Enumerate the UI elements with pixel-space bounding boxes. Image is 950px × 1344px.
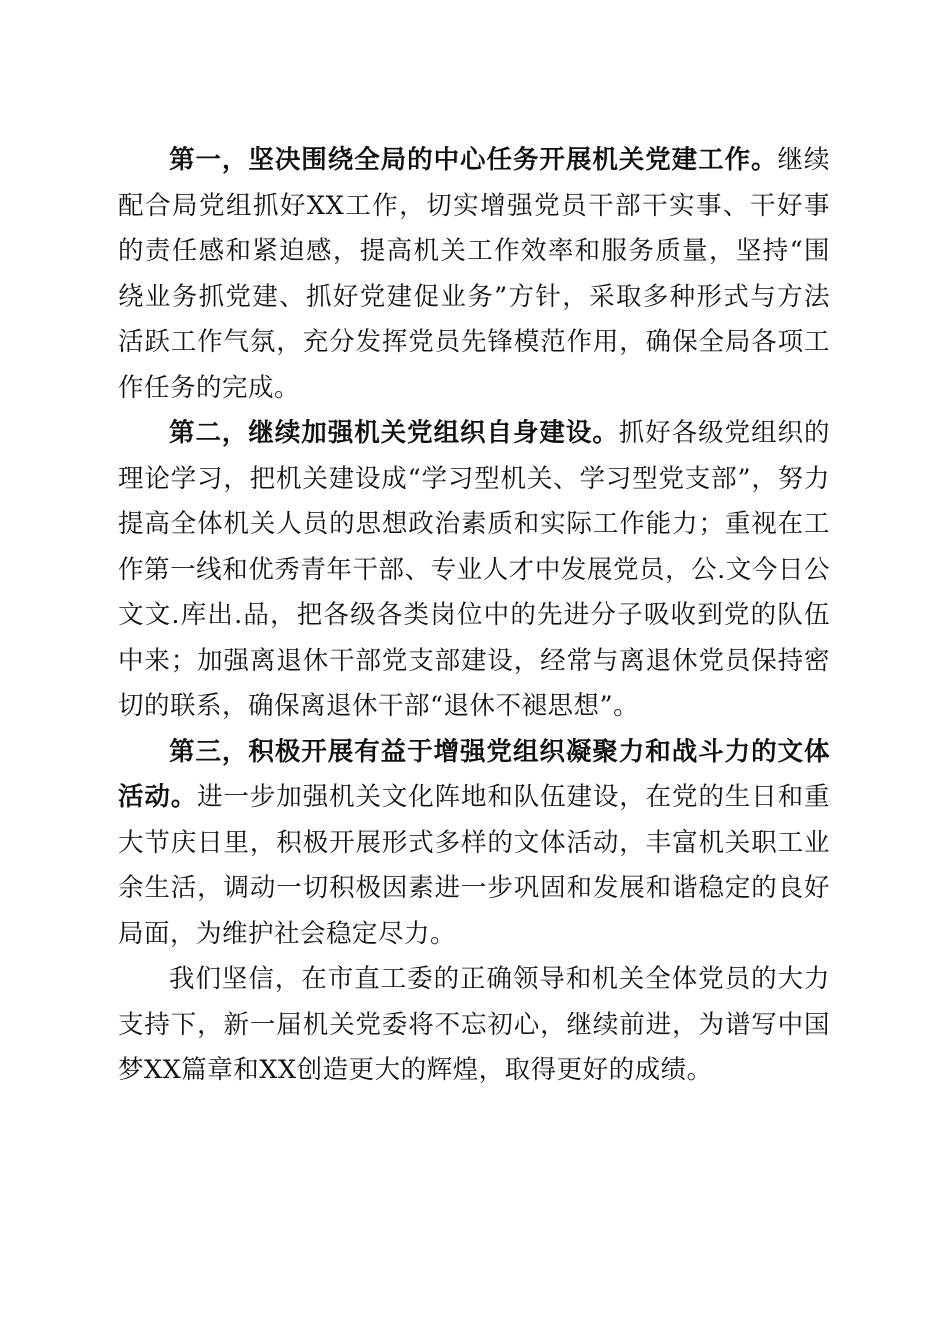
- paragraph-third: [118, 730, 830, 958]
- paragraph-closing: [118, 957, 830, 1094]
- paragraph-first: [118, 138, 830, 411]
- paragraph-third-text: 进一步加强机关文化阵地和队伍建设，在党的生日和重大节庆日里，积极开展形式多样的文体活动，丰富机关职工业余生活，调动一切积极因素进一步巩固和发展和谐稳定的良好局面，为维护社会稳定尽力。: [118, 782, 830, 949]
- paragraph-first-text: 继续配合局党组抓好XX工作，切实增强党员干部干实事、干好事的责任感和紧迫感，提高机关工作效率和服务质量，坚持“围绕业务抓党建、抓好党建促业务”方针，采取多种形式与方法活跃工作气氛，充分发挥党员先锋模范作用，确保全局各项工作任务的完成。: [118, 145, 830, 403]
- paragraph-third-heading: 第三，积极开展有益于增强党组织凝聚力和战斗力的文体活动。: [118, 736, 830, 812]
- paragraph-second-text: 抓好各级党组织的理论学习，把机关建设成“学习型机关、学习型党支部”，努力提高全体机关人员的思想政治素质和实际工作能力；重视在工作第一线和优秀青年干部、专业人才中发展党员，公.文今日公文文.库出.品，把各级各类岗位中的先进分子吸收到党的队伍中来；加强离退休干部党支部建设，经常与离退休党员保持密切的联系，确保离退休干部“退休不褪思想”。: [118, 418, 830, 721]
- paragraph-first-heading: 第一，坚决围绕全局的中心任务开展机关党建工作。: [169, 145, 778, 175]
- paragraph-second-heading: 第二，继续加强机关党组织自身建设。: [169, 418, 619, 448]
- paragraph-second: [118, 411, 830, 730]
- paragraph-closing-text: 我们坚信，在市直工委的正确领导和机关全体党员的大力支持下，新一届机关党委将不忘初心，继续前进，为谱写中国梦XX篇章和XX创造更大的辉煌，取得更好的成绩。: [118, 964, 830, 1085]
- document-body: [118, 138, 830, 1094]
